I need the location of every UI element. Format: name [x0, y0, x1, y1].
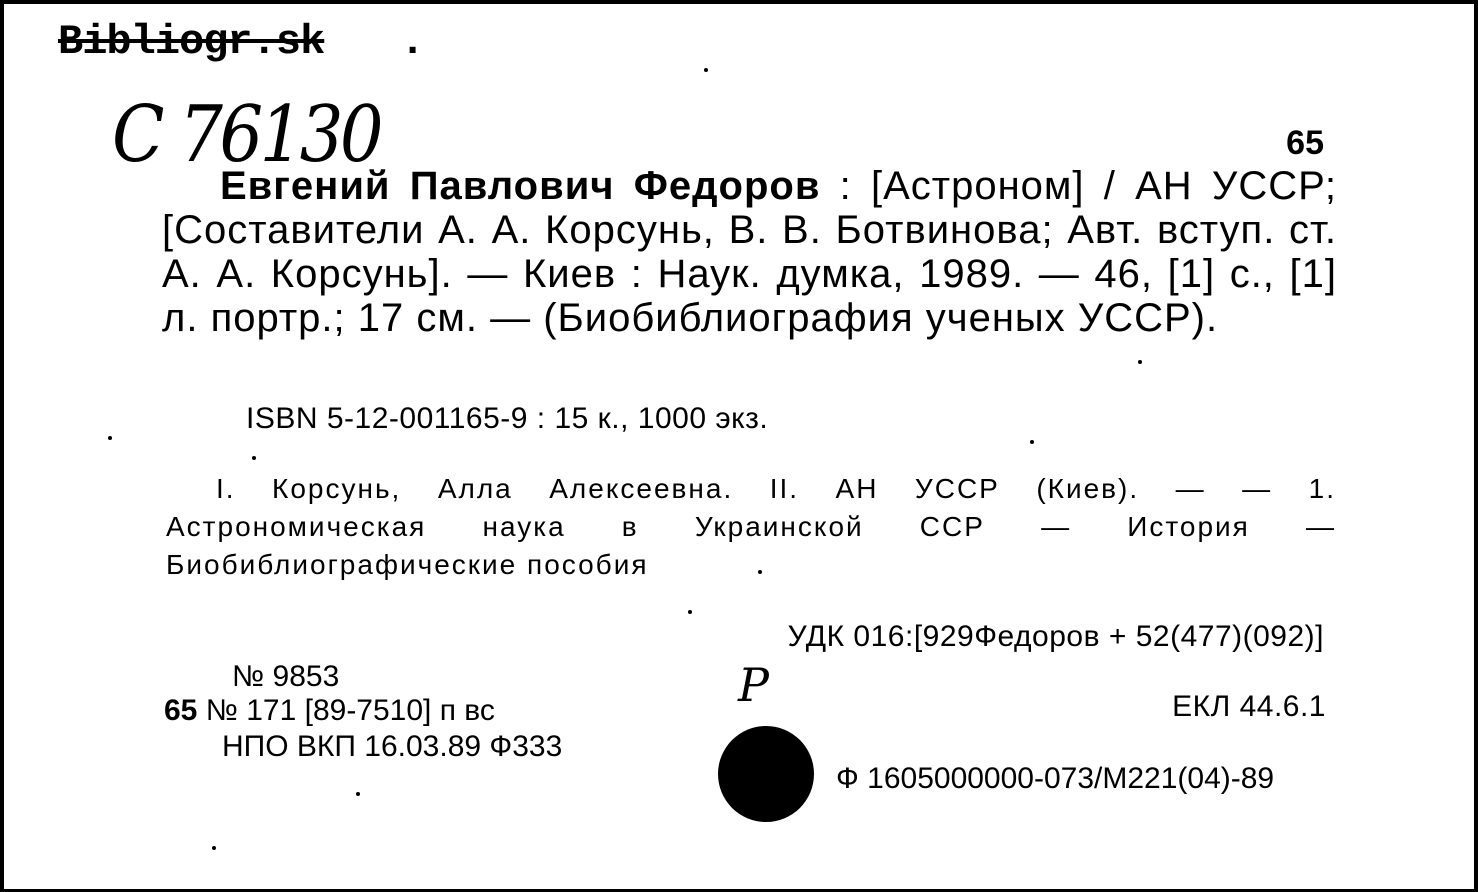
scan-speck — [704, 68, 708, 72]
scan-speck — [212, 846, 216, 850]
entry-heading: Евгений Павлович Федоров — [220, 164, 821, 208]
scan-speck — [758, 570, 762, 574]
ekl-code: ЕКЛ 44.6.1 — [1172, 690, 1326, 723]
entry-description: : [Астроном] / АН УССР; [Составители А. А. Корсунь, В. В. Ботвинова; Авт. вступ. ст. А. А. Корсунь]. — Киев : Наук. думка, 1989. — 46, [1] с., [1] л. портр.; 17 см. — (Биобиблиография ученых УССР). — [162, 164, 1338, 340]
scan-speck — [356, 792, 360, 796]
scan-speck — [252, 456, 256, 460]
bibliographic-entry — [162, 164, 1337, 340]
number-line-2 — [164, 694, 495, 728]
number-line-2-text: № 171 [89-7510] п вс — [197, 694, 495, 727]
phi-code: Ф 1605000000-073/М221(04)-89 — [836, 762, 1275, 795]
punch-hole-dot — [718, 726, 814, 822]
scan-speck — [1030, 440, 1034, 444]
number-line-1: № 9853 — [232, 660, 340, 693]
isbn-line: ISBN 5-12-001165-9 : 15 к., 1000 экз. — [246, 402, 769, 435]
udk-code: УДК 016:[929Федоров + 52(477)(092)] — [787, 620, 1324, 653]
handwritten-mark: P — [738, 658, 769, 712]
shelf-mark: Bibliogr.sk — [58, 18, 325, 66]
number-line-2-prefix: 65 — [164, 694, 198, 727]
card-number: 65 — [1286, 124, 1324, 162]
inventory-number-handwritten: C 76130 — [112, 90, 381, 180]
tracings: I. Корсунь, Алла Алексеевна. II. АН УССР (Киев). — — 1. Астрономическая наука в Украинской ССР — История — Биобиблиографические пособия — [166, 473, 1336, 580]
number-line-3: НПО ВКП 16.03.89 Ф333 — [222, 730, 563, 763]
scan-speck — [108, 436, 112, 440]
scan-speck — [1138, 360, 1142, 364]
shelf-mark-dot: . — [400, 18, 426, 66]
scan-speck — [688, 610, 692, 614]
